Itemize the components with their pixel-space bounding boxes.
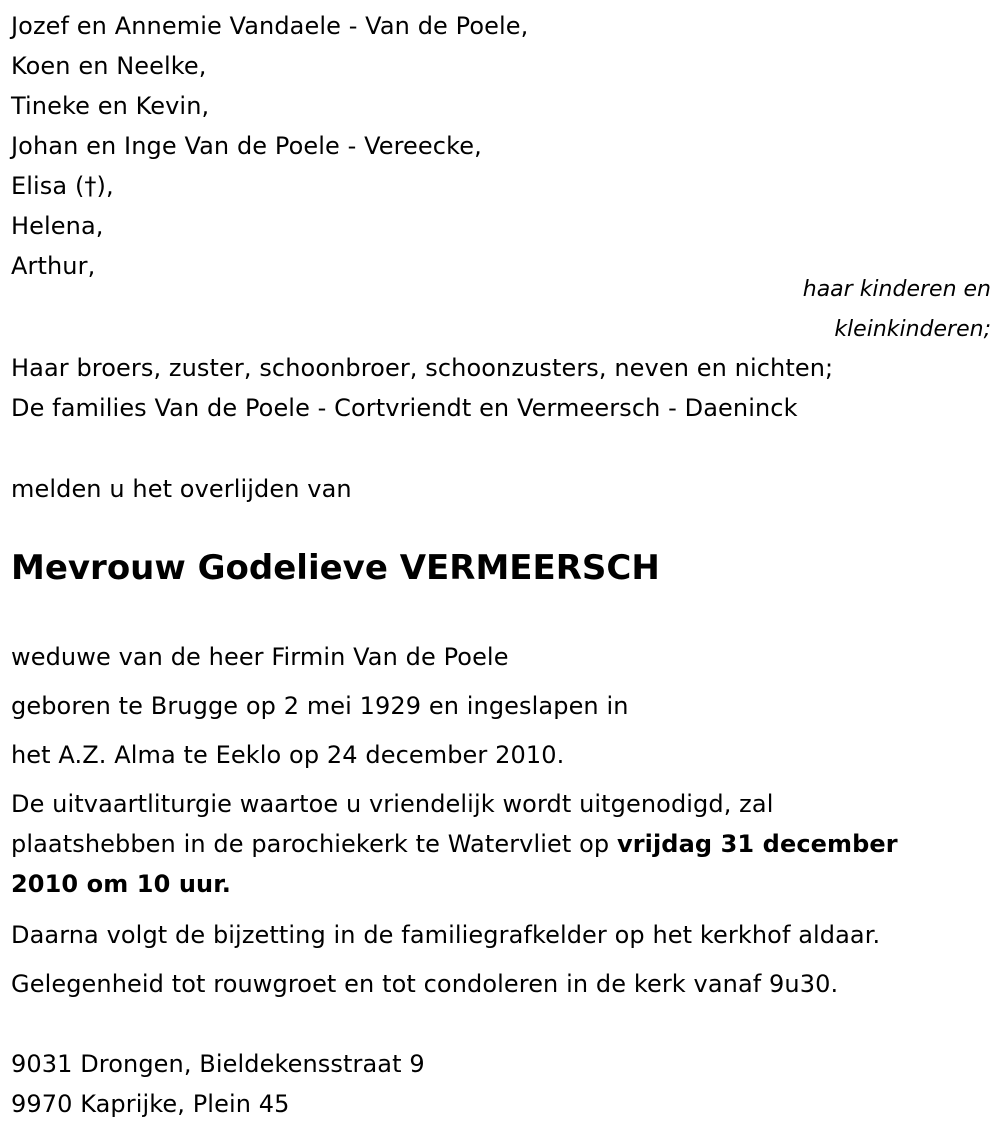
widow-line: weduwe van de heer Firmin Van de Poele	[11, 643, 509, 671]
address-line-1: 9031 Drongen, Bieldekensstraat 9	[11, 1050, 425, 1078]
funeral-line-2-prefix: plaatshebben in de parochiekerk te Watervliet op	[11, 830, 617, 858]
funeral-line-1: De uitvaartliturgie waartoe u vriendelijk wordt uitgenodigd, zal	[11, 790, 774, 818]
family-line-5: Elisa (†),	[11, 172, 114, 200]
family-line-2: Koen en Neelke,	[11, 52, 207, 80]
funeral-date: vrijdag 31 december	[616, 830, 898, 858]
funeral-time: 2010 om 10 uur.	[11, 870, 231, 898]
family-line-3: Tineke en Kevin,	[11, 92, 210, 120]
family-line-4: Johan en Inge Van de Poele - Vereecke,	[11, 132, 482, 160]
funeral-line-2	[11, 824, 898, 864]
burial-line: Daarna volgt de bijzetting in de familiegrafkelder op het kerkhof aldaar.	[11, 921, 881, 949]
deceased-name: Mevrouw Godelieve VERMEERSCH	[11, 548, 660, 588]
family-line-6: Helena,	[11, 212, 104, 240]
condolences-line: Gelegenheid tot rouwgroet en tot condoleren in de kerk vanaf 9u30.	[11, 970, 839, 998]
family-line-7: Arthur,	[11, 252, 96, 280]
birth-line: geboren te Brugge op 2 mei 1929 en ingeslapen in	[11, 692, 629, 720]
death-line: het A.Z. Alma te Eeklo op 24 december 2010.	[11, 741, 565, 769]
relatives-line: Haar broers, zuster, schoonbroer, schoonzusters, neven en nichten;	[11, 354, 834, 382]
relation-label-line-2: kleinkinderen;	[834, 317, 991, 342]
families-line: De families Van de Poele - Cortvriendt en Vermeersch - Daeninck	[11, 394, 798, 422]
address-line-2: 9970 Kaprijke, Plein 45	[11, 1090, 290, 1118]
relation-label-line-1: haar kinderen en	[802, 277, 991, 302]
announcement-line: melden u het overlijden van	[11, 475, 352, 503]
family-line-1: Jozef en Annemie Vandaele - Van de Poele,	[11, 12, 529, 40]
